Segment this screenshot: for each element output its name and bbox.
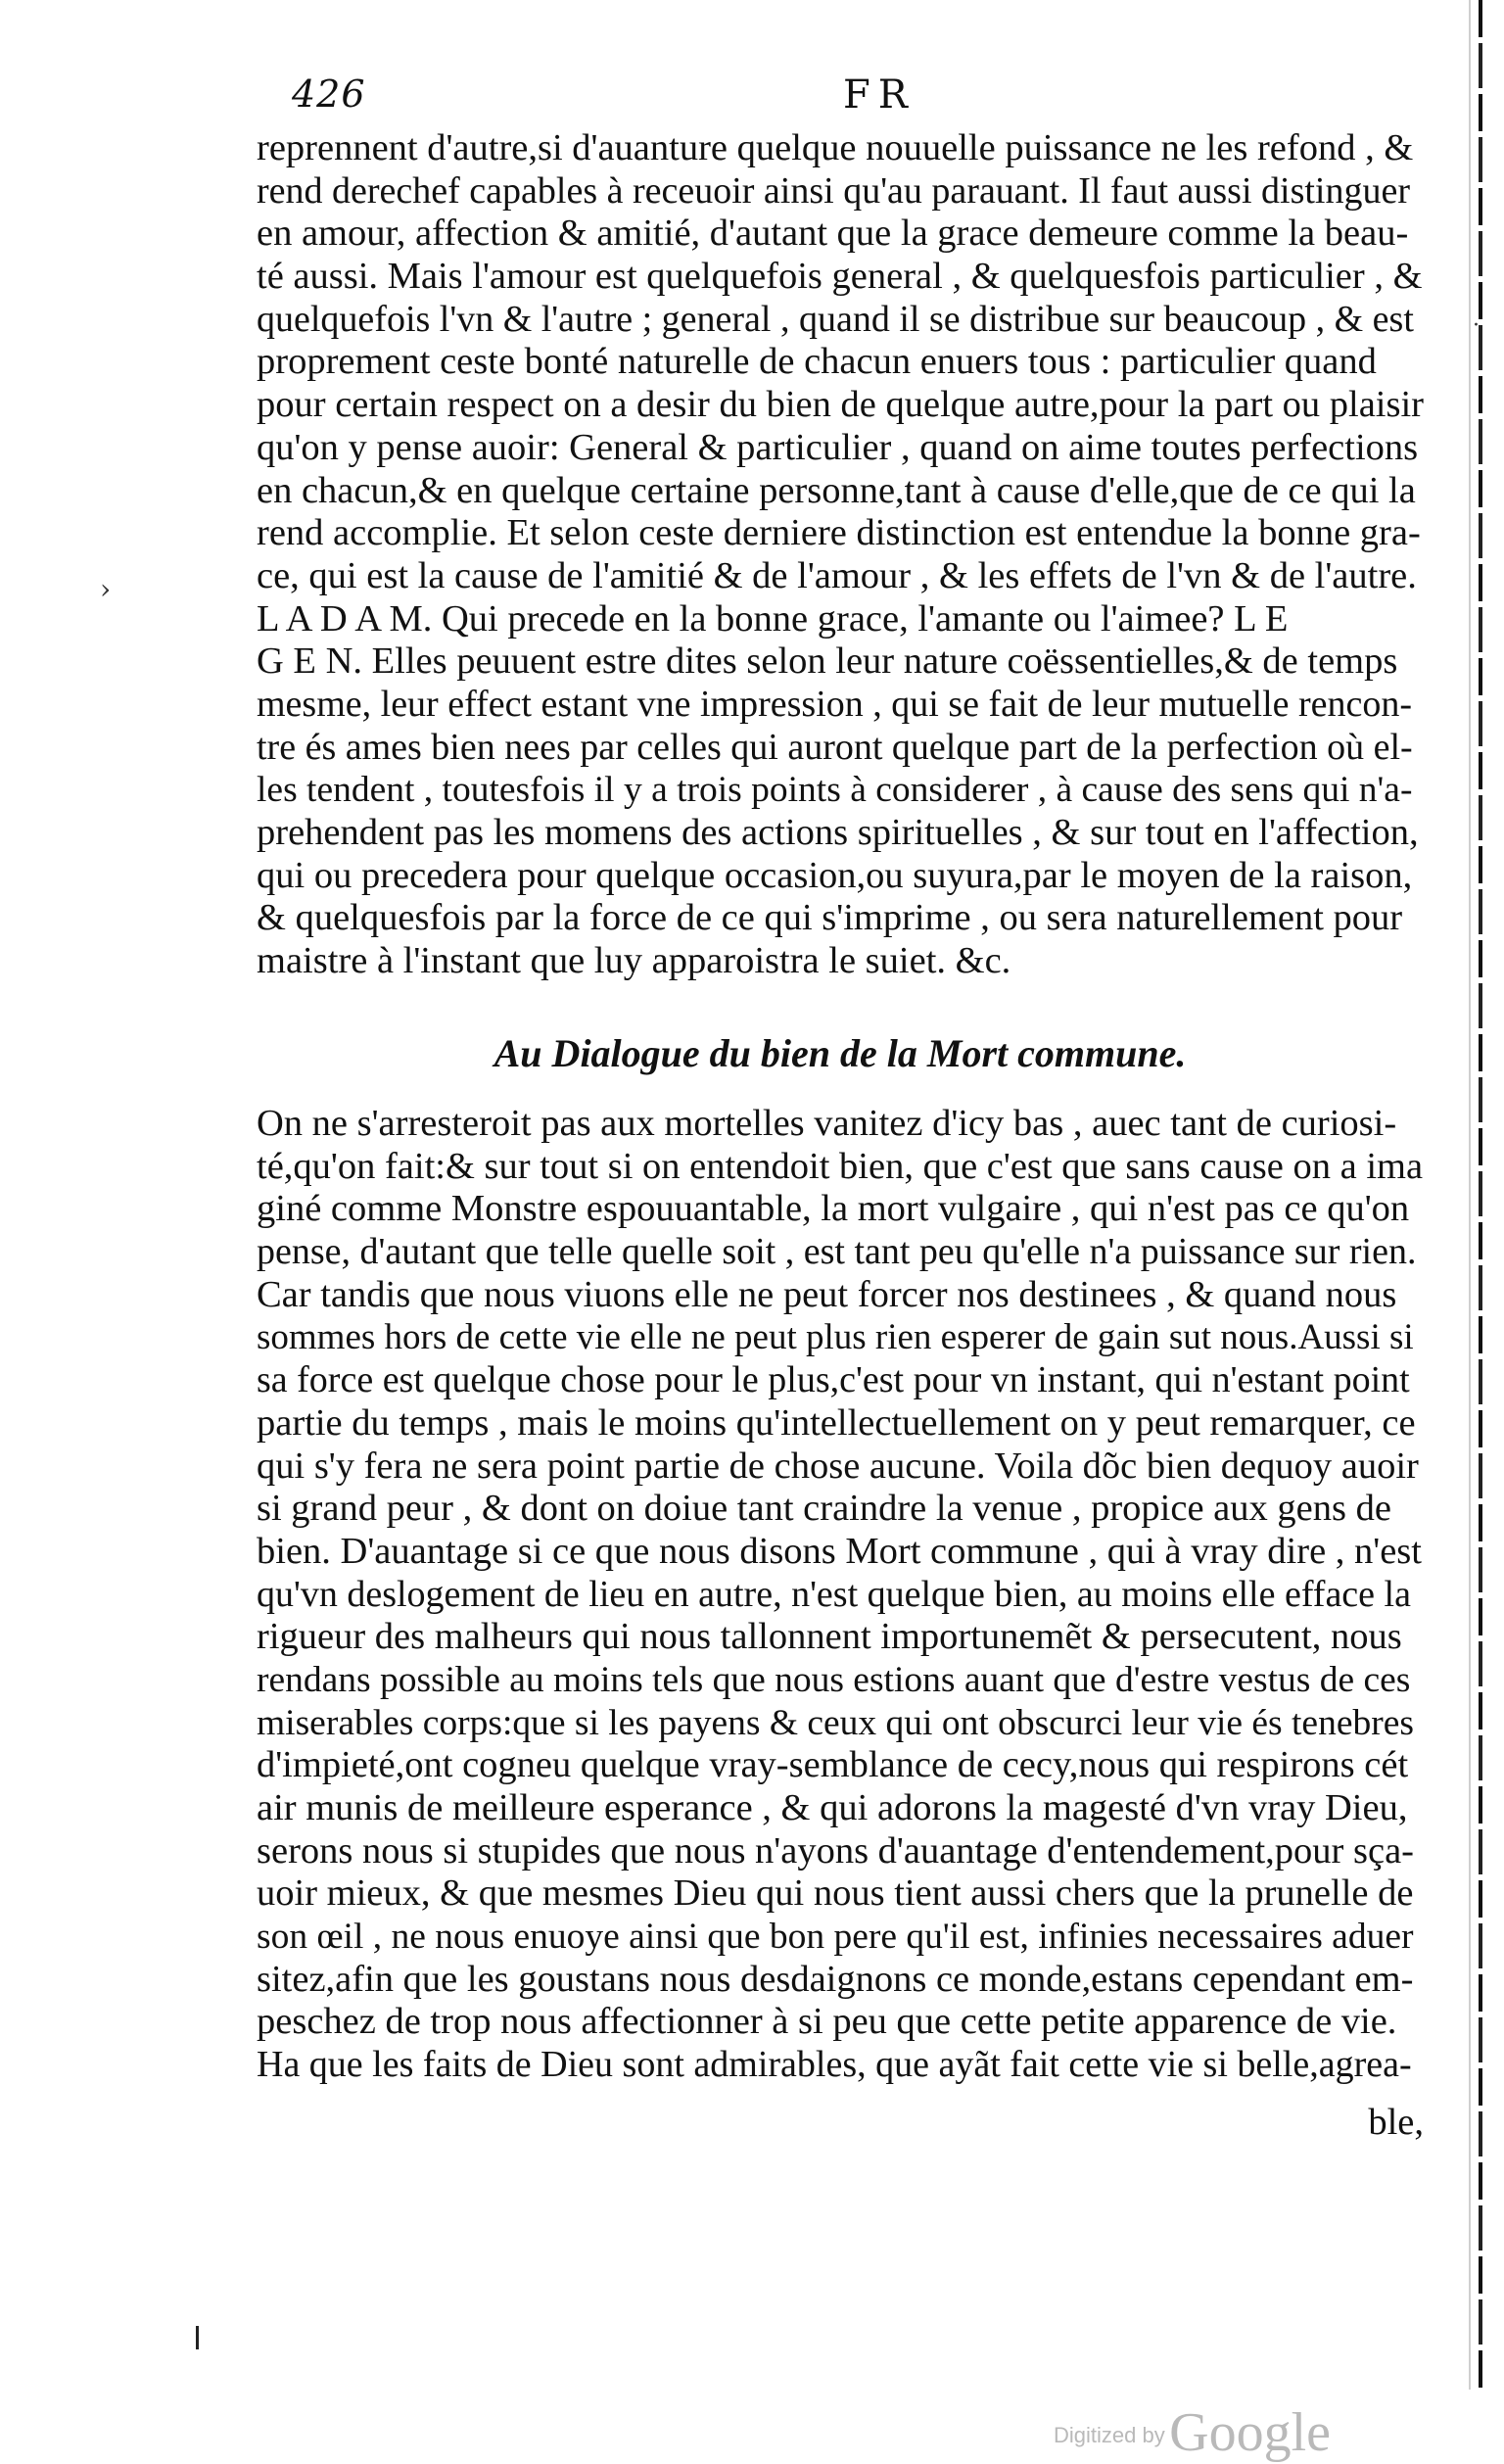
paragraph-dialogue (257, 127, 1424, 983)
text-line: rend derechef capables à receuoir ainsi qu'au parauant. Il faut aussi distinguer (257, 169, 1410, 212)
watermark-brand: Google (1169, 2402, 1332, 2463)
text-line: té aussi. Mais l'amour est quelquefois general , & quelquesfois particulier , & (257, 256, 1423, 298)
text-line: mesme, leur effect estant vne impression , qui se fait de leur mutuelle rencon- (257, 683, 1413, 725)
text-line: rendans possible au moins tels que nous estions auant que d'estre vestus de ces (257, 1659, 1411, 1700)
text-line: sommes hors de cette vie elle ne peut plus rien esperer de gain sut nous.Aussi si (257, 1317, 1414, 1358)
section-title: Au Dialogue du bien de la Mort commune. (494, 1031, 1187, 1075)
text-line: qui ou precedera pour quelque occasion,ou suyura,par le moyen de la raison, (257, 854, 1413, 896)
text-line: G E N. Elles peuuent estre dites selon leur nature coëssentielles,& de temps (257, 640, 1398, 683)
text-line: pour certain respect on a desir du bien de quelque autre,pour la part ou plaisir (257, 384, 1424, 426)
text-line: rigueur des malheurs qui nous tallonnent importunemẽt & persecutent, nous (257, 1616, 1402, 1658)
text-line: Car tandis que nous viuons elle ne peut forcer nos destinees , & quand nous (257, 1273, 1397, 1315)
margin-dot-icon: · (1473, 313, 1480, 338)
text-line: prehendent pas les momens des actions spirituelles , & sur tout en l'affection, (257, 812, 1419, 853)
text-line: les tendent , toutesfois il y a trois points à considerer , à cause des sens qui n'a- (257, 770, 1413, 811)
text-line: si grand peur , & dont on doiue tant craindre la venue , propice aux gens de (257, 1488, 1391, 1530)
text-line: Ha que les faits de Dieu sont admirables, que ayãt fait cette vie si belle,agrea- (257, 2044, 1412, 2086)
running-head: FR (843, 72, 916, 118)
page-edge (1479, 0, 1482, 2390)
text-line: d'impieté,ont cogneu quelque vray-semblance de cecy,nous qui respirons cét (257, 1744, 1409, 1786)
text-line: sa force est quelque chose pour le plus,c'est pour vn instant, qui n'estant point (257, 1359, 1410, 1401)
text-line: pense, d'autant que telle quelle soit , est tant peu qu'elle n'a puissance sur rien. (257, 1231, 1417, 1273)
text-line: proprement ceste bonté naturelle de chacun enuers tous : particulier quand (257, 341, 1377, 383)
text-line: air munis de meilleure esperance , & qui adorons la magesté d'vn vray Dieu, (257, 1787, 1408, 1828)
margin-mark-icon: › (100, 573, 112, 605)
page-header (292, 72, 1330, 131)
page-edge-shadow (1469, 0, 1471, 2390)
text-line: bien. D'auantage si ce que nous disons Mort commune , qui à vray dire , n'est (257, 1530, 1422, 1572)
text-line: son œil , ne nous enuoye ainsi que bon pere qu'il est, infinies necessaires aduer (257, 1917, 1414, 1958)
text-line: & quelquesfois par la force de ce qui s'imprime , ou sera naturellement pour (257, 897, 1403, 939)
digitized-watermark (1054, 2401, 1331, 2464)
watermark-prefix: Digitized by (1054, 2423, 1165, 2447)
text-line: partie du temps , mais le moins qu'intellectuellement on y peut remarquer, ce (257, 1401, 1416, 1444)
text-line: ce, qui est la cause de l'amitié & de l'amour , & les effets de l'vn & de l'autre. (257, 554, 1417, 596)
text-line: qu'vn deslogement de lieu en autre, n'est quelque bien, au moins elle efface la (257, 1573, 1411, 1615)
text-line: serons nous si stupides que nous n'ayons d'auantage d'entendement,pour sça- (257, 1829, 1414, 1872)
catchword: ble, (1368, 2102, 1424, 2143)
text-line: qui s'y fera ne sera point partie de chose aucune. Voila dõc bien dequoy auoir (257, 1445, 1419, 1487)
text-line: reprennent d'autre,si d'auanture quelque nouuelle puissance ne les refond , & (257, 127, 1414, 168)
text-line: en amour, affection & amitié, d'autant que la grace demeure comme la beau- (257, 213, 1409, 255)
paragraph-mort-commune (257, 1103, 1424, 2087)
text-line: té,qu'on fait:& sur tout si on entendoit bien, que c'est que sans cause on a ima (257, 1145, 1424, 1187)
text-line: en chacun,& en quelque certaine personne,tant à cause d'elle,que de ce qui la (257, 469, 1416, 511)
text-line: tre és ames bien nees par celles qui auront quelque part de la perfection où el- (257, 726, 1413, 768)
page-number: 426 (292, 72, 366, 116)
text-line: peschez de trop nous affectionner à si peu que cette petite apparence de vie. (257, 2001, 1397, 2043)
text-line: quelquefois l'vn & l'autre ; general , quand il se distribue sur beaucoup , & est (257, 298, 1414, 340)
text-line: qu'on y pense auoir: General & particulier , quand on aime toutes perfections (257, 426, 1419, 468)
text-line: On ne s'arresteroit pas aux mortelles vanitez d'icy bas , auec tant de curiosi- (257, 1103, 1397, 1144)
text-line: uoir mieux, & que mesmes Dieu qui nous tient aussi chers que la prunelle de (257, 1872, 1414, 1915)
text-line: rend accomplie. Et selon ceste derniere distinction est entendue la bonne gra- (257, 512, 1421, 554)
text-line: maistre à l'instant que luy apparoistra le suiet. &c. (257, 940, 1011, 982)
text-line: L A D A M. Qui precede en la bonne grace, l'amante ou l'aimee? L E (257, 597, 1289, 640)
ink-speck-icon (196, 2326, 199, 2349)
text-line: giné comme Monstre espouuantable, la mort vulgaire , qui n'est pas ce qu'on (257, 1188, 1410, 1230)
text-line: miserables corps:que si les payens & ceux qui ont obscurci leur vie és tenebres (257, 1702, 1414, 1743)
text-line: sitez,afin que les goustans nous desdaignons ce monde,estans cependant em- (257, 1958, 1414, 2000)
